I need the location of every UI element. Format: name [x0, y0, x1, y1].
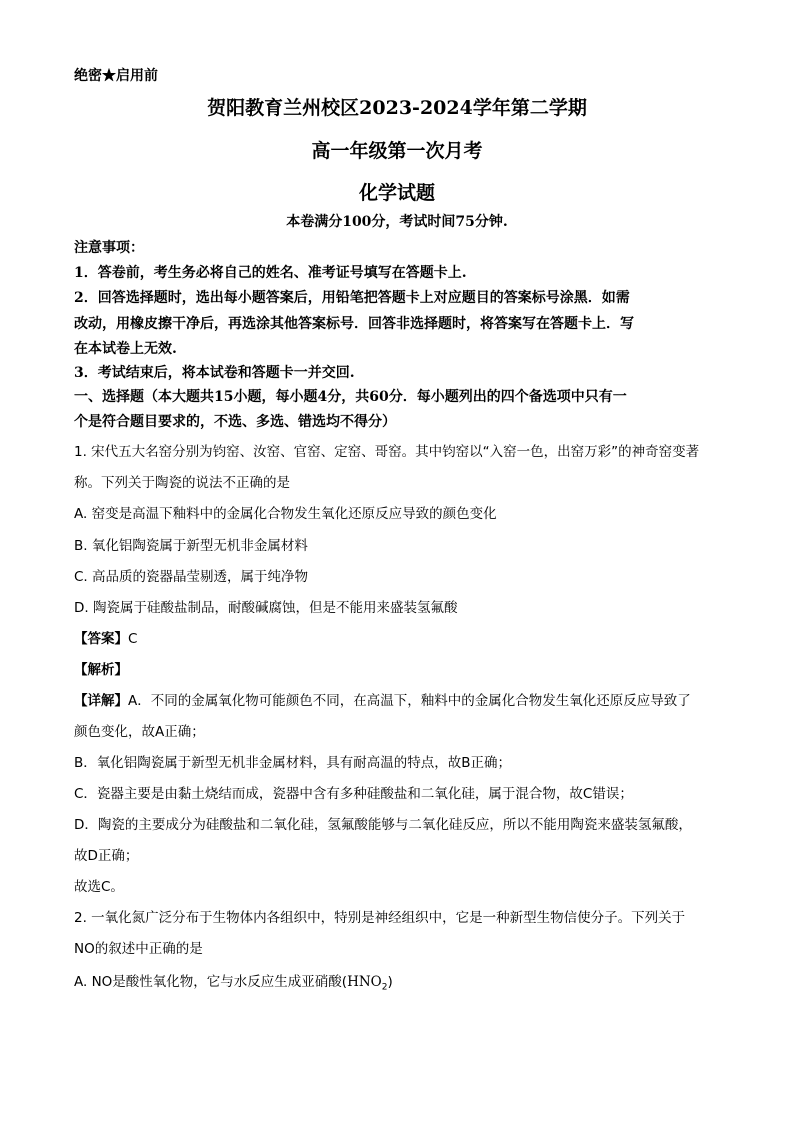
formula-subscript: 2	[381, 982, 388, 993]
option-a: A. 窑变是高温下釉料中的金属化合物发生氧化还原反应导致的颜色变化	[74, 506, 497, 522]
detail-label: 【详解】	[74, 693, 128, 709]
option-a-end: )	[387, 974, 393, 990]
subject-title: 化学试题	[358, 182, 435, 204]
answer-value: C	[128, 631, 138, 647]
conclusion-line: 故选C。	[74, 879, 124, 895]
option-a-text: A. NO是酸性氧化物，它与水反应生成亚硝酸(	[74, 974, 348, 990]
note-item: 3．考试结束后，将本试卷和答题卡一并交回.	[74, 365, 355, 381]
note-item: 2．回答选择题时，选出每小题答案后，用铅笔把答题卡上对应题目的答案标号涂黑．如需	[74, 290, 630, 306]
option-d: D. 陶瓷属于硅酸盐制品，耐酸碱腐蚀，但是不能用来盛装氢氟酸	[74, 600, 458, 616]
answer-line	[74, 633, 137, 647]
detail-line: B．氧化铝陶瓷属于新型无机非金属材料，具有耐高温的特点，故B正确；	[74, 755, 512, 771]
option-b: B. 氧化铝陶瓷属于新型无机非金属材料	[74, 538, 308, 554]
detail-line: C．瓷器主要是由黏土烧结而成，瓷器中含有多种硅酸盐和二氧化硅，属于混合物，故C错误；	[74, 786, 633, 802]
note-item: 改动，用橡皮擦干净后，再选涂其他答案标号．回答非选择题时，将答案写在答题卡上．写	[74, 316, 634, 332]
question-stem: 称。下列关于陶瓷的说法不正确的是	[74, 475, 290, 491]
question-stem: 1. 宋代五大名窑分别为钧窑、汝窑、官窑、定窑、哥窑。其中钧窑以“入窑一色，出窑万彩”的神奇窑变著	[74, 444, 700, 460]
formula: HNO	[347, 974, 382, 990]
detail-line	[74, 695, 691, 709]
score-time-info: 本卷满分100分，考试时间75分钟.	[286, 214, 508, 230]
grade-title: 高一年级第一次月考	[311, 140, 483, 162]
question-stem: NO的叙述中正确的是	[74, 941, 203, 957]
note-item: 1．答卷前，考生务必将自己的姓名、准考证号填写在答题卡上.	[74, 265, 467, 281]
analysis-label: 【解析】	[74, 662, 128, 678]
detail-text: A．不同的金属氧化物可能颜色不同，在高温下，釉料中的金属化合物发生氧化还原反应导致了	[128, 693, 691, 709]
school-title: 贺阳教育兰州校区2023-2024学年第二学期	[207, 97, 587, 119]
answer-label: 【答案】	[74, 631, 128, 647]
option-c: C. 高品质的瓷器晶莹剔透，属于纯净物	[74, 569, 309, 585]
option-a	[74, 976, 393, 993]
section-heading-cont: 个是符合题目要求的，不选、多选、错选均不得分）	[74, 414, 396, 430]
detail-line: 颜色变化，故A正确；	[74, 724, 205, 740]
notes-title: 注意事项：	[74, 240, 144, 256]
detail-line: D．陶瓷的主要成分为硅酸盐和二氧化硅，氢氟酸能够与二氧化硅反应，所以不能用陶瓷来盛装氢氟酸，	[74, 817, 692, 833]
note-item: 在本试卷上无效.	[74, 341, 177, 357]
secret-mark: 绝密★启用前	[74, 68, 158, 84]
question-stem: 2. 一氧化氮广泛分布于生物体内各组织中，特别是神经组织中，它是一种新型生物信使分子。下列关于	[74, 910, 686, 926]
detail-line: 故D正确；	[74, 848, 139, 864]
section-heading: 一、选择题（本大题共15小题，每小题4分，共60分．每小题列出的四个备选项中只有一	[74, 389, 627, 405]
